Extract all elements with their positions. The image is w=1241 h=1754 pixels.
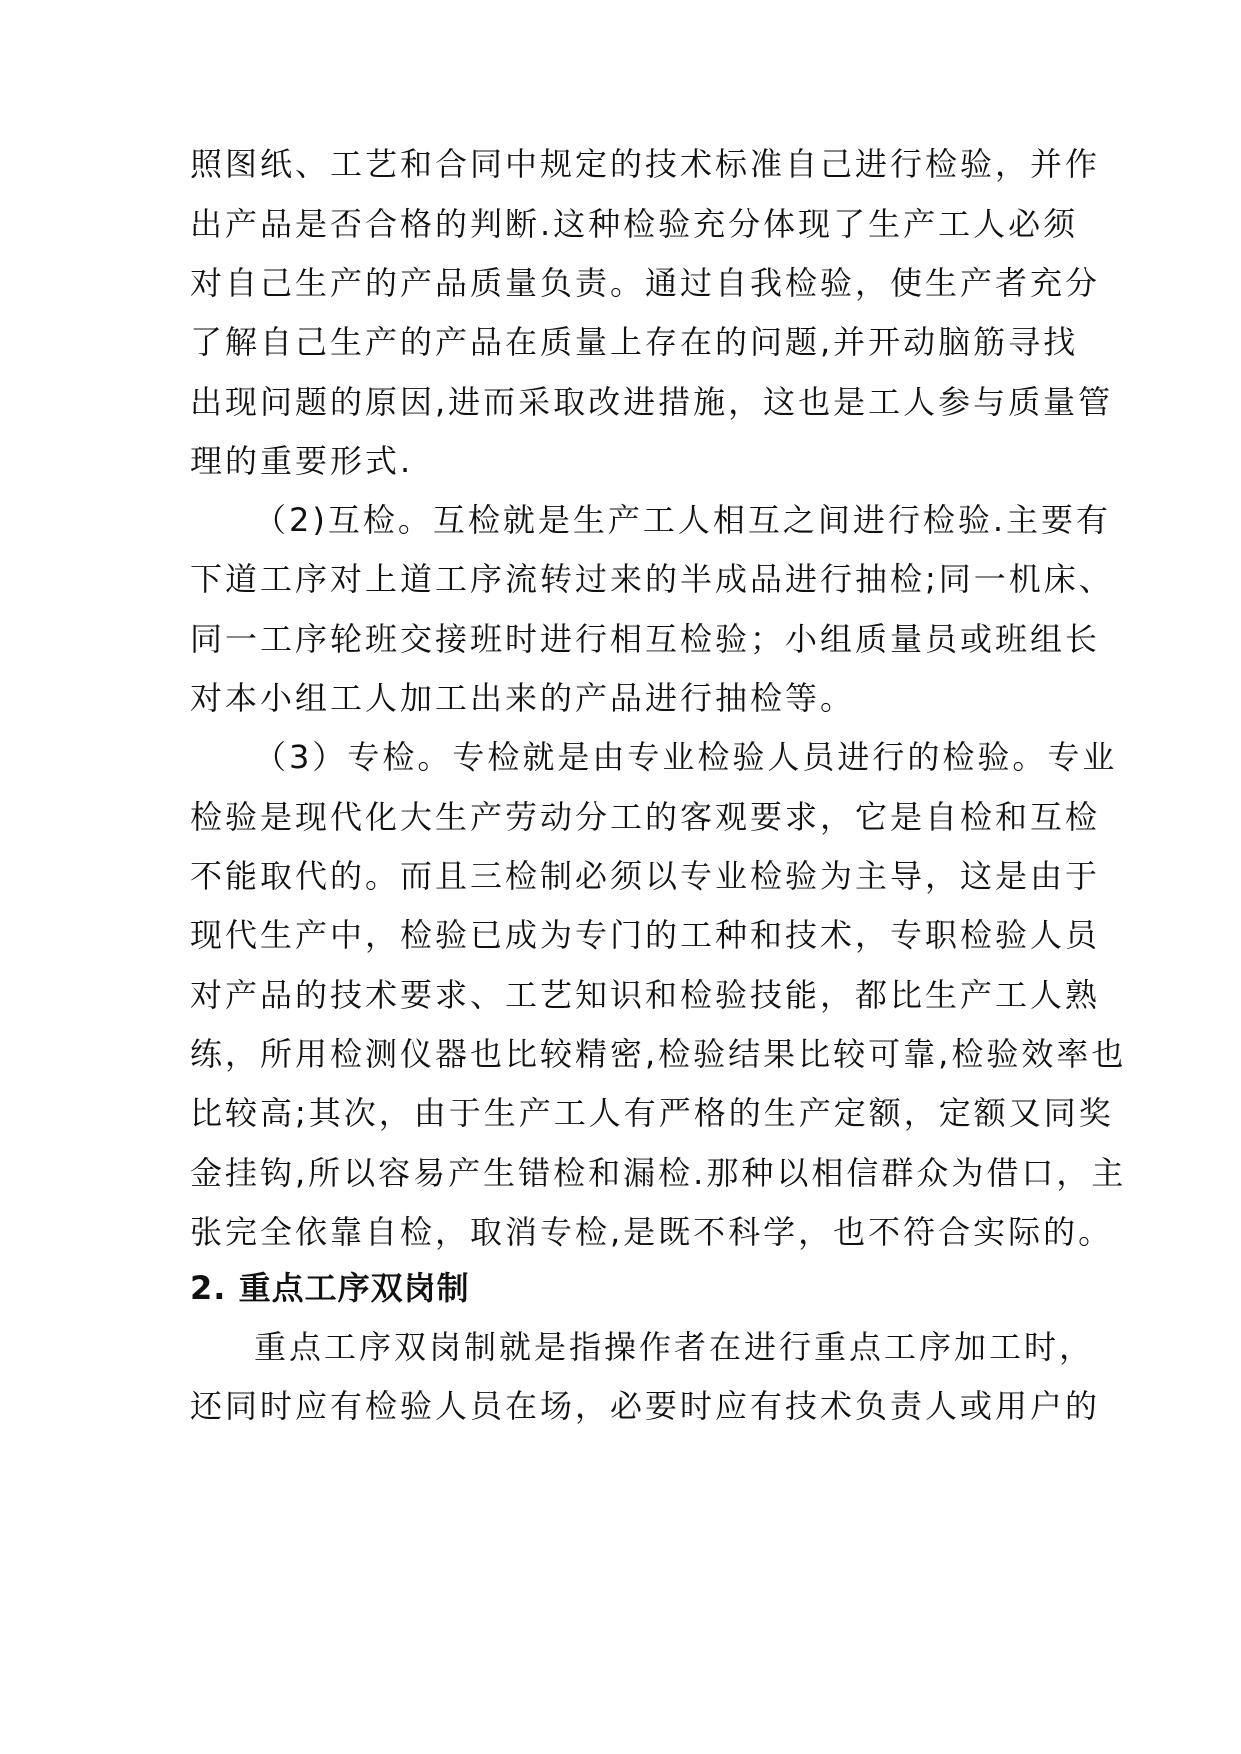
paragraph-line: 检验是现代化大生产劳动分工的客观要求，它是自检和互检 <box>190 798 1101 836</box>
paragraph-line: 重点工序双岗制就是指操作者在进行重点工序加工时， <box>254 1328 1095 1366</box>
paragraph-line: 练，所用检测仪器也比较精密,检验结果比较可靠,检验效率也 <box>190 1035 1127 1073</box>
paragraph-line: 比较高;其次，由于生产工人有严格的生产定额，定额又同奖 <box>190 1094 1114 1132</box>
paragraph-line: 出产品是否合格的判断.这种检验充分体现了生产工人必须 <box>190 205 1079 243</box>
paragraph-line: 金挂钩,所以容易产生错检和漏检.那种以相信群众为借口，主 <box>190 1154 1127 1192</box>
paragraph-line: 对产品的技术要求、工艺知识和检验技能，都比生产工人熟 <box>190 976 1101 1014</box>
paragraph-line: 不能取代的。而且三检制必须以专业检验为主导，这是由于 <box>190 857 1101 895</box>
paragraph-line: （3）专检。专检就是由专业检验人员进行的检验。专业 <box>254 738 1118 776</box>
paragraph-line: 对自己生产的产品质量负责。通过自我检验，使生产者充分 <box>190 264 1101 302</box>
paragraph-line: 了解自己生产的产品在质量上存在的问题,并开动脑筋寻找 <box>190 323 1079 361</box>
paragraph-line: 现代生产中，检验已成为专门的工种和技术，专职检验人员 <box>190 916 1101 954</box>
section-heading: 2. 重点工序双岗制 <box>190 1269 470 1307</box>
paragraph-line: 出现问题的原因,进而采取改进措施，这也是工人参与质量管 <box>190 383 1114 421</box>
paragraph-line: 下道工序对上道工序流转过来的半成品进行抽检;同一机床、 <box>190 560 1114 598</box>
paragraph-line: 照图纸、工艺和合同中规定的技术标准自己进行检验，并作 <box>190 145 1101 183</box>
paragraph-line: 对本小组工人加工出来的产品进行抽检等。 <box>190 679 856 717</box>
paragraph-line: 理的重要形式. <box>190 442 414 480</box>
paragraph-line: 还同时应有检验人员在场，必要时应有技术负责人或用户的 <box>190 1387 1101 1425</box>
paragraph-line: 同一工序轮班交接班时进行相互检验；小组质量员或班组长 <box>190 620 1101 658</box>
paragraph-line: （2)互检。互检就是生产工人相互之间进行检验.主要有 <box>254 501 1112 539</box>
paragraph-line: 张完全依靠自检，取消专检,是既不科学，也不符合实际的。 <box>190 1213 1114 1251</box>
